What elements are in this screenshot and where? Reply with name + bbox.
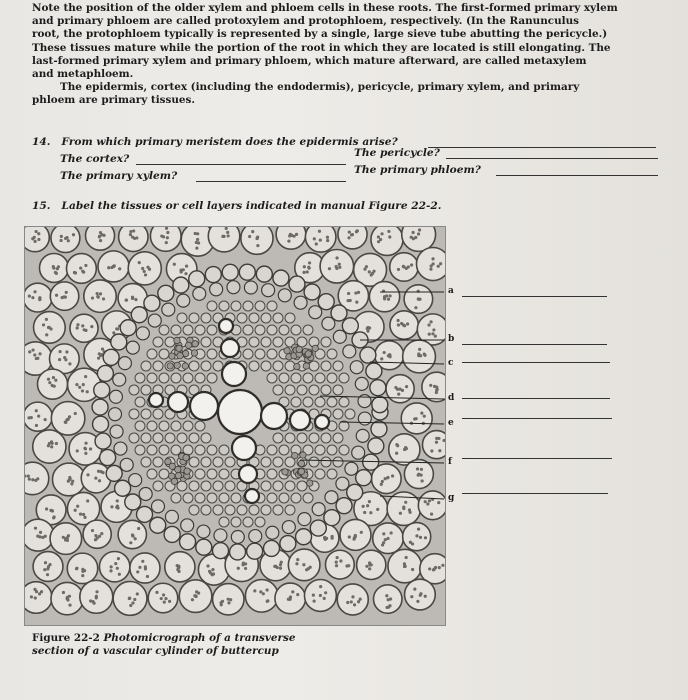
- cortex-label: The cortex?: [60, 153, 130, 165]
- intro-line: phloem are primary tissues.: [32, 94, 195, 107]
- answer-line-e[interactable]: [462, 418, 612, 419]
- intro-line: last-formed primary xylem and primary phloem, which mature afterward, are called metaxylem: [32, 54, 587, 67]
- question-number: 14.: [32, 136, 51, 148]
- intro-line: and metaphloem.: [32, 68, 134, 81]
- answer-line-f[interactable]: [462, 458, 612, 459]
- figure-label-f: f: [448, 457, 452, 467]
- answer-line-c[interactable]: [462, 362, 610, 363]
- figure-label-b: b: [448, 334, 455, 344]
- caption-line: Photomicrograph of a transverse: [103, 632, 296, 644]
- primary-phloem-label: The primary phloem?: [354, 164, 481, 176]
- figure-number: Figure 22-2: [32, 632, 100, 644]
- question-text: From which primary meristem does the epidermis arise?: [61, 136, 398, 148]
- answer-line-b[interactable]: [462, 344, 607, 345]
- answer-line-d[interactable]: [462, 398, 610, 399]
- intro-line: These tissues mature while the portion of the root in which they are located is still elongating. The: [32, 41, 611, 54]
- figure-label-g: g: [448, 493, 455, 503]
- question-number: 15.: [32, 200, 51, 212]
- intro-line: and primary phloem are called protoxylem and protophloem, respectively. (In the Ranunculus: [32, 15, 580, 28]
- intro-line: root, the protophloem typically is represented by a single, large sieve tube abutting the pericycle.): [32, 28, 608, 41]
- pericycle-label: The pericycle?: [354, 147, 440, 159]
- caption-line: section of a vascular cylinder of buttercup: [32, 645, 279, 657]
- figure-label-e: e: [448, 418, 454, 428]
- intro-line: The epidermis, cortex (including the endodermis), pericycle, primary xylem, and primary: [60, 81, 580, 94]
- figure-caption: [32, 632, 295, 658]
- figure-label-c: c: [448, 358, 454, 368]
- answer-line-g[interactable]: [462, 493, 608, 494]
- answer-line-a[interactable]: [462, 296, 607, 297]
- question-text: Label the tissues or cell layers indicated in manual Figure 22-2.: [61, 200, 442, 212]
- figure-label-d: d: [448, 393, 455, 403]
- intro-line: Note the position of the older xylem and phloem cells in these roots. The first-formed primary xylem: [32, 2, 618, 14]
- figure-label-a: a: [448, 286, 454, 296]
- primary-xylem-label: The primary xylem?: [60, 170, 178, 182]
